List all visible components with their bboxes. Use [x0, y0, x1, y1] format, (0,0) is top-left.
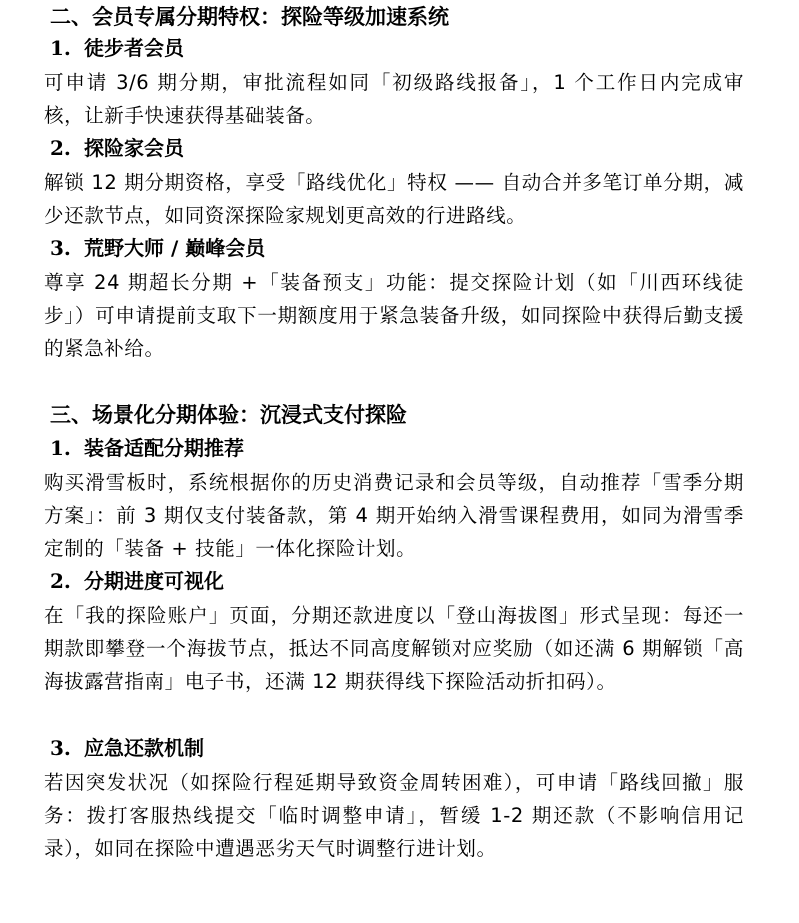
- section-3-item-1-body: 购买滑雪板时，系统根据你的历史消费记录和会员等级，自动推荐「雪季分期方案」：前 3 期仅支付装备款，第 4 期开始纳入滑雪课程费用，如同为滑雪季定制的「装备 + 技能」一体化探险计划。: [44, 471, 744, 560]
- section-3-item-3-body: 若因突发状况（如探险行程延期导致资金周转困难），可申请「路线回撤」服务：拨打客服热线提交「临时调整申请」，暂缓 1-2 期还款（不影响信用记录），如同在探险中遭遇恶劣天气时调整行进计划。: [44, 771, 744, 860]
- item-heading-text: 徒步者会员: [84, 36, 184, 60]
- section-3-item-3-heading: [50, 733, 204, 763]
- item-heading-text: 荒野大师 / 巅峰会员: [84, 236, 266, 260]
- item-number: 3.: [50, 736, 71, 760]
- section-3-title: 三、场景化分期体验：沉浸式支付探险: [50, 402, 407, 427]
- item-number: 2.: [50, 136, 71, 160]
- section-2-item-3-heading: [50, 233, 265, 263]
- section-3-item-2-heading: [50, 566, 224, 596]
- item-number: 2.: [50, 569, 71, 593]
- item-heading-text: 分期进度可视化: [84, 569, 224, 593]
- item-number: 3.: [50, 236, 71, 260]
- item-heading-text: 应急还款机制: [84, 736, 204, 760]
- section-2-title: 二、会员专属分期特权：探险等级加速系统: [50, 4, 449, 29]
- section-3-item-1-heading: [50, 433, 244, 463]
- section-2-item-2-body: 解锁 12 期分期资格，享受「路线优化」特权 —— 自动合并多笔订单分期，减少还款节点，如同资深探险家规划更高效的行进路线。: [44, 171, 744, 227]
- item-heading-text: 探险家会员: [84, 136, 184, 160]
- item-number: 1.: [50, 36, 71, 60]
- item-heading-text: 装备适配分期推荐: [84, 436, 244, 460]
- item-number: 1.: [50, 436, 71, 460]
- section-2-item-1-body: 可申请 3/6 期分期，审批流程如同「初级路线报备」，1 个工作日内完成审核，让新手快速获得基础装备。: [44, 71, 744, 127]
- section-2-item-3-body: 尊享 24 期超长分期 +「装备预支」功能：提交探险计划（如「川西环线徒步」）可申请提前支取下一期额度用于紧急装备升级，如同探险中获得后勤支援的紧急补给。: [44, 271, 744, 360]
- section-2-item-2-heading: [50, 133, 184, 163]
- section-3-item-2-body: 在「我的探险账户」页面，分期还款进度以「登山海拔图」形式呈现：每还一期款即攀登一个海拔节点，抵达不同高度解锁对应奖励（如还满 6 期解锁「高海拔露营指南」电子书，还满 12 期获得线下探险活动折扣码）。: [44, 604, 744, 693]
- section-2-item-1-heading: [50, 33, 184, 63]
